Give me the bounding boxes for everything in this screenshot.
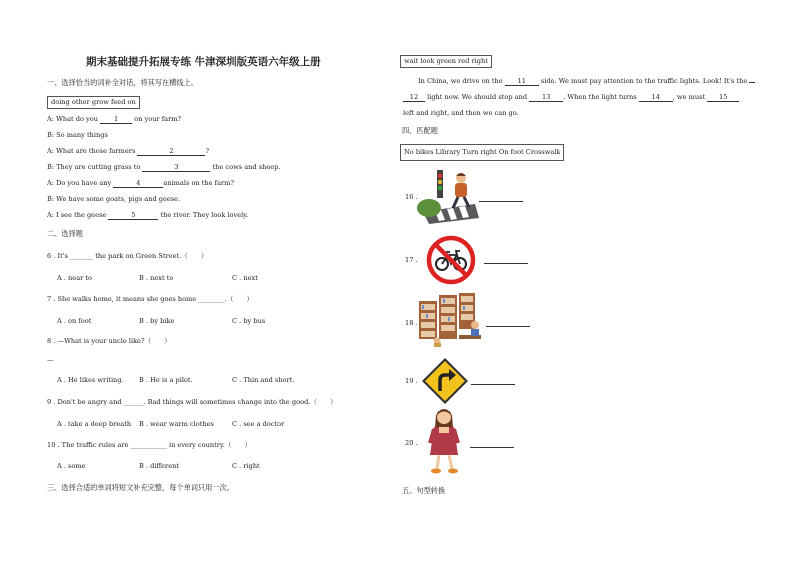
girl-walking-icon [426,405,462,477]
item-17-number: 17 . [405,256,418,264]
no-bikes-sign-icon [426,235,476,285]
item-19-answer-line[interactable] [471,378,515,385]
passage-line-2: 12 light now. We should stop and 13 . When the light turns 14 , we must 15 [403,93,739,102]
library-picture-icon [415,291,485,347]
question-7: 7 . She walks home, it means she goes home ________.（ ） [47,295,254,303]
section3-heading: 三、选择合适的单词将短文补充完整，每个单词只用一次。 [47,483,234,492]
passage-line-3: left and right, and then we can go. [403,109,519,117]
dialogue-line-5: A: Do you have any 4 animals on the farm? [47,179,234,187]
q8-option-a[interactable]: A . He likes writing. [57,376,124,384]
question-8: 8 . —What is your uncle like?（ ） [47,337,171,345]
blank-1[interactable]: 1 [100,116,132,124]
q8-option-b[interactable]: B . He is a pilot. [139,376,193,384]
crosswalk-picture-icon [415,168,479,224]
section4-word-box: No bikes Library Turn right On foot Crosswalk [400,144,564,161]
blank-11[interactable]: 11 [505,78,539,86]
dialogue-line-3: A: What are those farmers 2 ? [47,147,209,155]
item-20-number: 20 . [405,439,418,447]
q7-option-c[interactable]: C . by bus [232,317,266,325]
dialogue-line-7: A: I see the geese 5 the river. They look lovely. [47,211,249,219]
section3-word-box: wait look green red right [400,55,492,68]
question-8-dash: — [47,356,54,364]
item-16-number: 16 . [405,193,418,201]
blank-5[interactable]: 5 [108,212,158,220]
dialogue-line-6: B: We have some goats, pigs and geese. [47,195,181,203]
item-17-answer-line[interactable] [484,257,528,264]
blank-15[interactable]: 15 [707,94,739,102]
blank-13[interactable]: 13 [529,94,563,102]
q9-option-a[interactable]: A . take a deep breath [57,420,132,428]
question-9: 9 . Don't be angry and ______. Bad things will sometimes change into the good.（ ） [47,398,337,406]
q6-option-a[interactable]: A . near to [57,274,92,282]
question-10: 10 . The traffic rules are ___________ in every country.（ ） [47,441,252,449]
page-title: 期末基础提升拓展专练 牛津深圳版英语六年级上册 [86,56,321,68]
item-19-number: 19 . [405,377,418,385]
section1-word-box: doing other grow feed on [47,96,140,109]
blank-4[interactable]: 4 [113,180,163,188]
section5-heading: 五、句型转换 [402,486,446,495]
section2-heading: 二、选择题 [47,229,83,238]
question-6: 6 . It's _______ the park on Green Street.（ ） [47,252,208,260]
q8-option-c[interactable]: C . Thin and short. [232,376,295,384]
turn-right-sign-icon [421,357,469,405]
item-18-number: 18 . [405,319,418,327]
item-20-answer-line[interactable] [470,441,514,448]
q9-option-c[interactable]: C . see a doctor [232,420,285,428]
dialogue-line-4: B: They are cutting grass to 3 the cows and sheep. [47,163,281,171]
blank-12[interactable]: 12 [403,94,425,102]
item-18-answer-line[interactable] [486,320,530,327]
q7-option-b[interactable]: B . by bike [139,317,175,325]
q6-option-c[interactable]: C . next [232,274,258,282]
section1-heading: 一、选择恰当的词补全对话，将其写在横线上。 [47,78,198,87]
blank-2[interactable]: 2 [137,148,205,156]
q7-option-a[interactable]: A . on foot [57,317,92,325]
q9-option-b[interactable]: B . wear warm clothes [139,420,214,428]
dialogue-line-2: B: So many things [47,131,108,139]
q10-option-b[interactable]: B . different [139,462,180,470]
q10-option-c[interactable]: C . right [232,462,260,470]
blank-14[interactable]: 14 [639,94,673,102]
dialogue-line-1: A: What do you 1 on your farm? [47,115,182,123]
passage-line-1: In China, we drive on the 11 side. We must pay attention to the traffic lights. Look! It's the [418,77,755,86]
q6-option-b[interactable]: B . next to [139,274,174,282]
item-16-answer-line[interactable] [479,195,523,202]
blank-3[interactable]: 3 [142,164,210,172]
q10-option-a[interactable]: A . some [57,462,86,470]
section4-heading: 四、匹配题 [402,126,438,135]
